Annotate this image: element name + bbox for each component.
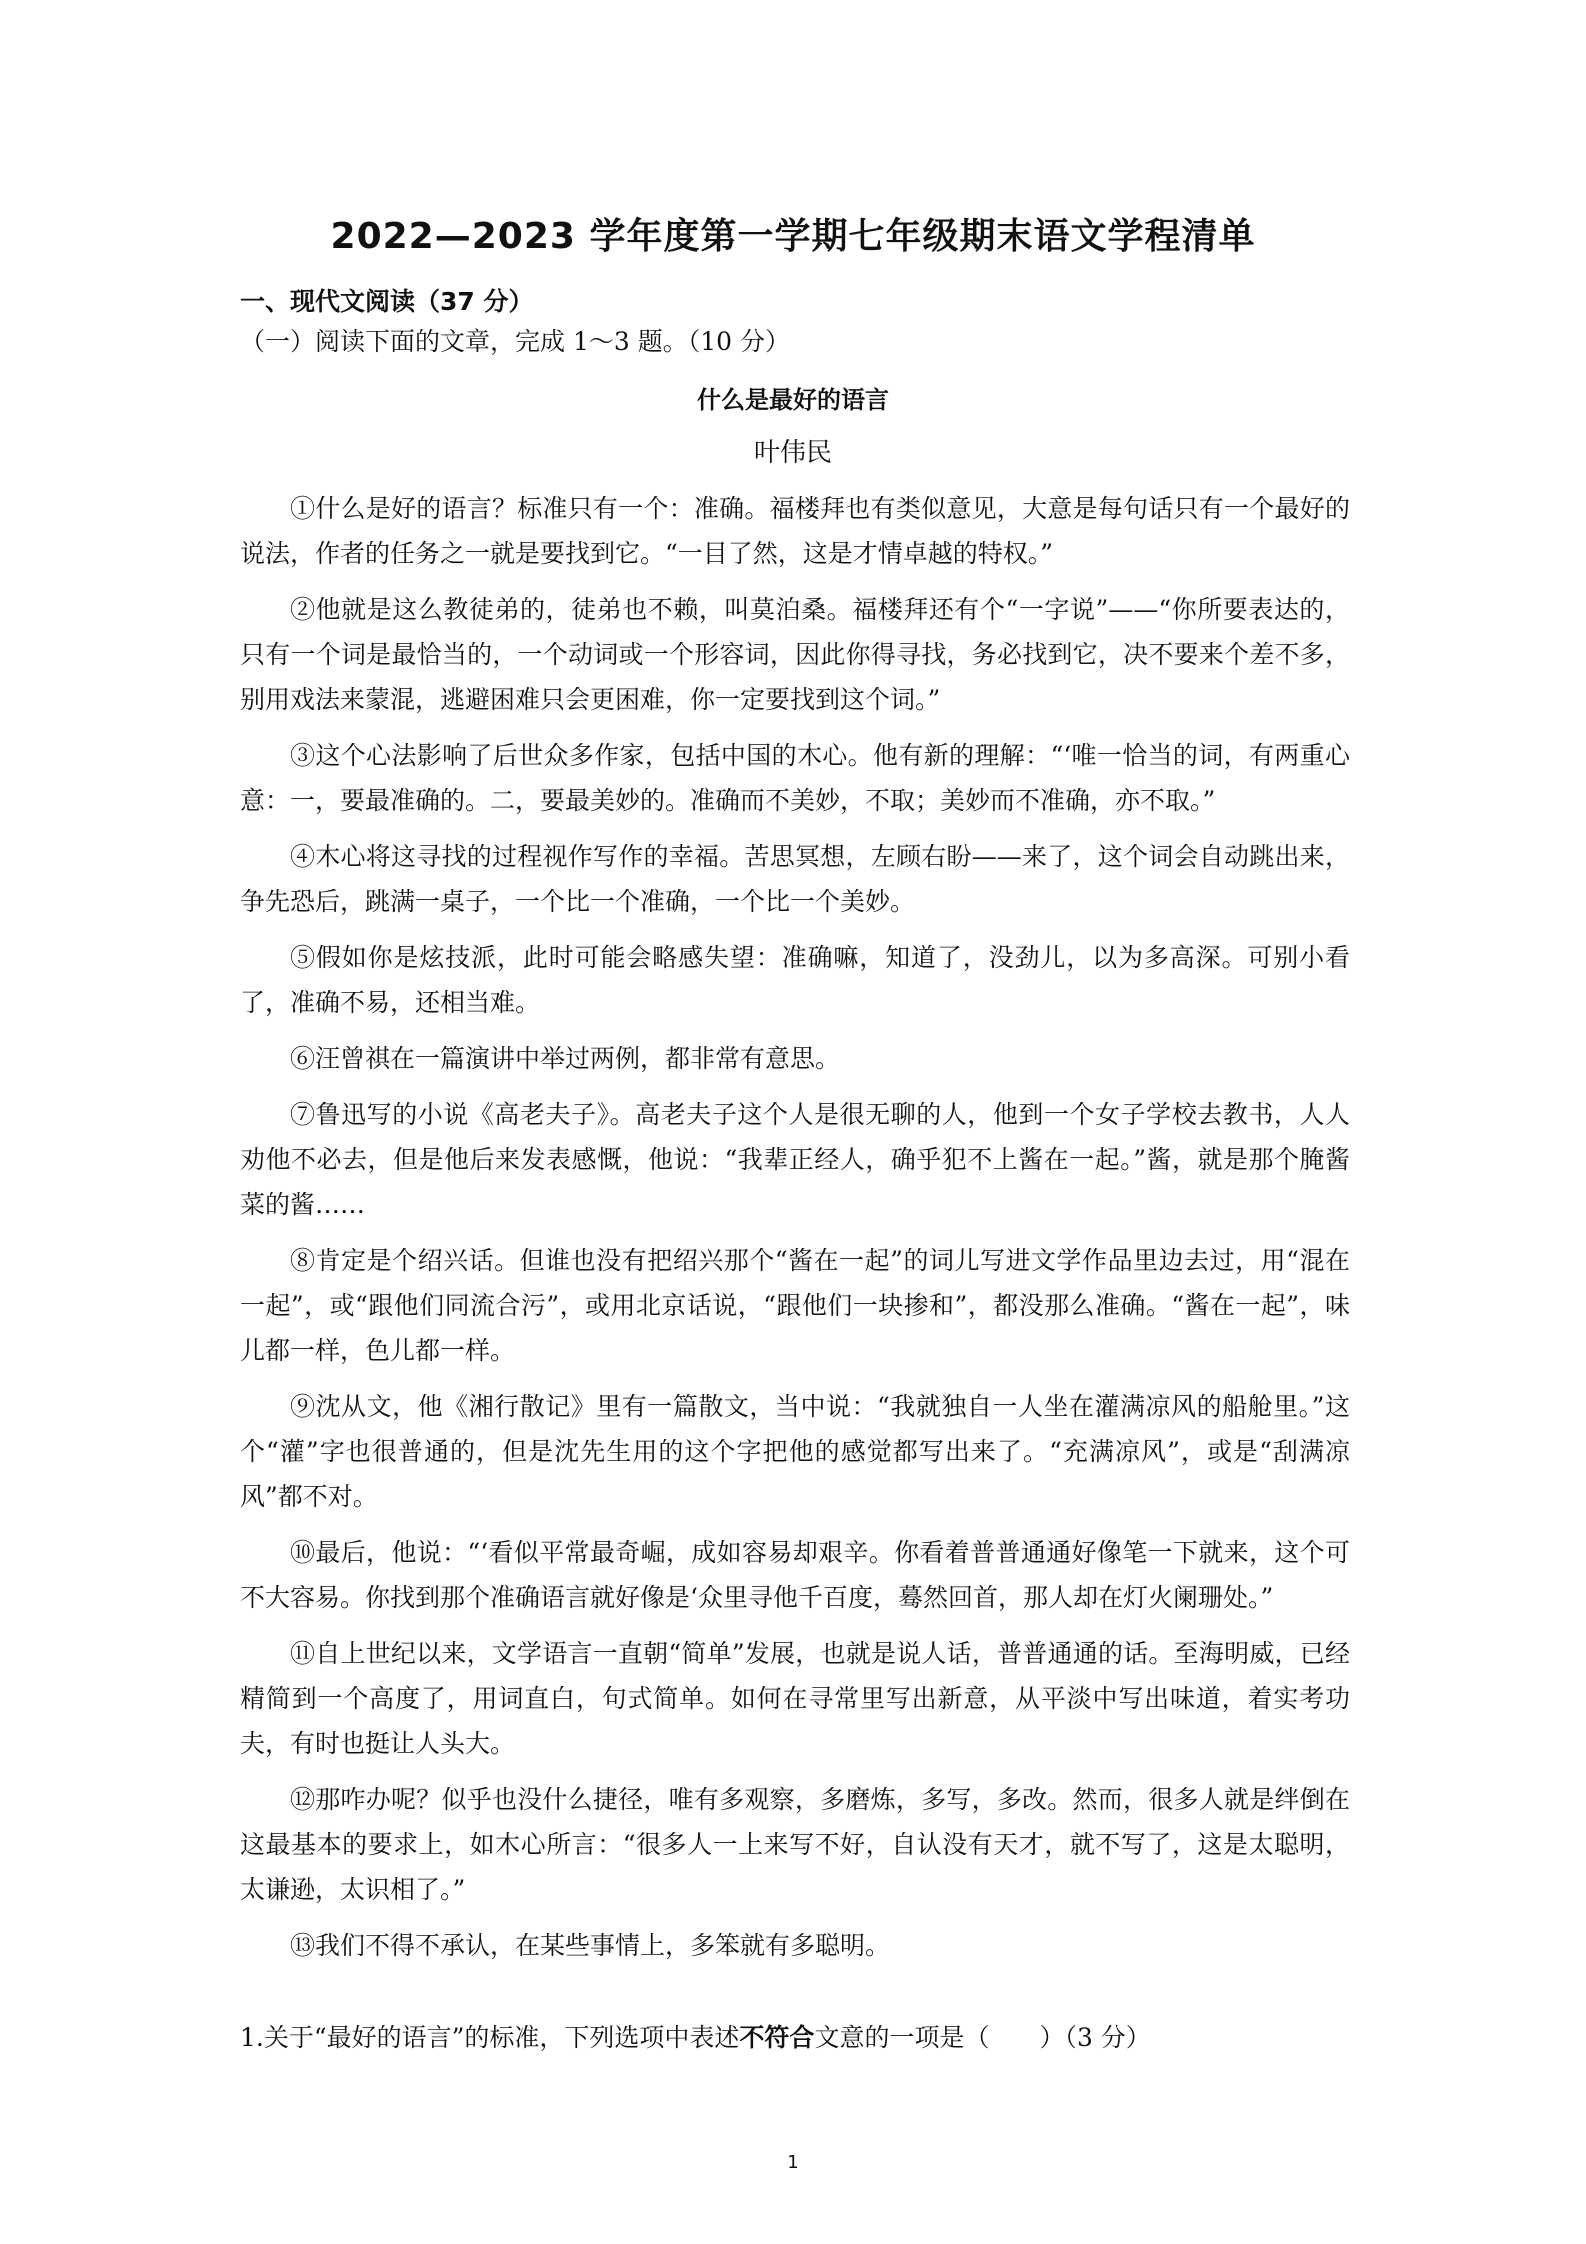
paragraph-2: ②他就是这么教徒弟的，徒弟也不赖，叫莫泊桑。福楼拜还有个“一字说”——“你所要表达的，只有一个词是最恰当的，一个动词或一个形容词，因此你得寻找，务必找到它，决不要来个差不多，别用戏法来蒙混，逃避困难只会更困难，你一定要找到这个词。” [240, 595, 1350, 714]
question-1-text-before: 1.关于“最好的语言”的标准，下列选项中表述 [240, 2023, 740, 2052]
question-1 [240, 2018, 1350, 2054]
question-1-emphasis: 不符合 [739, 2023, 815, 2052]
paragraph-1: ①什么是好的语言？标准只有一个：准确。福楼拜也有类似意见，大意是每句话只有一个最好的说法，作者的任务之一就是要找到它。“一目了然，这是才情卓越的特权。” [240, 494, 1350, 568]
paragraph-12: ⑫那咋办呢？似乎也没什么捷径，唯有多观察，多磨炼，多写，多改。然而，很多人就是绊倒在这最基本的要求上，如木心所言：“很多人一上来写不好，自认没有天才，就不写了，这是太聪明，太谦逊，太识相了。” [240, 1785, 1350, 1904]
subsection-instruction: （一）阅读下面的文章，完成 1～3 题。（10 分） [240, 327, 790, 356]
page-number: 1 [787, 2152, 799, 2173]
article-author: 叶伟民 [753, 438, 832, 468]
section-heading: 一、现代文阅读（37 分） [240, 287, 534, 316]
article-body [240, 486, 1350, 1979]
paragraph-3: ③这个心法影响了后世众多作家，包括中国的木心。他有新的理解：“‘唯一恰当的词，有两重心意：一，要最准确的。二，要最美妙的。准确而不美妙，不取；美妙而不准确，亦不取。” [240, 741, 1350, 815]
paragraph-10: ⑩最后，他说：“‘看似平常最奇崛，成如容易却艰辛。你看着普普通通好像笔一下就来，这个可不大容易。你找到那个准确语言就好像是‘众里寻他千百度，蓦然回首，那人却在灯火阑珊处。” [240, 1538, 1350, 1612]
paragraph-11: ⑪自上世纪以来，文学语言一直朝“简单”发展，也就是说人话，普普通通的话。至海明威，已经精简到一个高度了，用词直白，句式简单。如何在寻常里写出新意，从平淡中写出味道，着实考功夫，有时也挺让人头大。 [240, 1639, 1350, 1758]
paragraph-4: ④木心将这寻找的过程视作写作的幸福。苦思冥想，左顾右盼——来了，这个词会自动跳出来，争先恐后，跳满一桌子，一个比一个准确，一个比一个美妙。 [240, 842, 1350, 916]
article-title: 什么是最好的语言 [697, 386, 889, 414]
document-title: 2022—2023 学年度第一学期七年级期末语文学程清单 [330, 216, 1256, 257]
question-1-text-after: 文意的一项是（ ）（3 分） [814, 2023, 1151, 2052]
paragraph-7: ⑦鲁迅写的小说《高老夫子》。高老夫子这个人是很无聊的人，他到一个女子学校去教书，人人劝他不必去，但是他后来发表感慨，他说：“我辈正经人，确乎犯不上酱在一起。”酱，就是那个腌酱菜的酱…… [240, 1100, 1350, 1219]
paragraph-8: ⑧肯定是个绍兴话。但谁也没有把绍兴那个“酱在一起”的词儿写进文学作品里边去过，用“混在一起”，或“跟他们同流合污”，或用北京话说，“跟他们一块掺和”，都没那么准确。“酱在一起”，味儿都一样，色儿都一样。 [240, 1246, 1350, 1365]
paragraph-13: ⑬我们不得不承认，在某些事情上，多笨就有多聪明。 [290, 1931, 891, 1960]
paragraph-5: ⑤假如你是炫技派，此时可能会略感失望：准确嘛，知道了，没劲儿，以为多高深。可别小看了，准确不易，还相当难。 [240, 943, 1350, 1017]
paragraph-6: ⑥汪曾祺在一篇演讲中举过两例，都非常有意思。 [290, 1044, 841, 1073]
paragraph-9: ⑨沈从文，他《湘行散记》里有一篇散文，当中说：“我就独自一人坐在灌满凉风的船舱里。”这个“灌”字也很普通的，但是沈先生用的这个字把他的感觉都写出来了。“充满凉风”，或是“刮满凉风”都不对。 [240, 1392, 1350, 1511]
